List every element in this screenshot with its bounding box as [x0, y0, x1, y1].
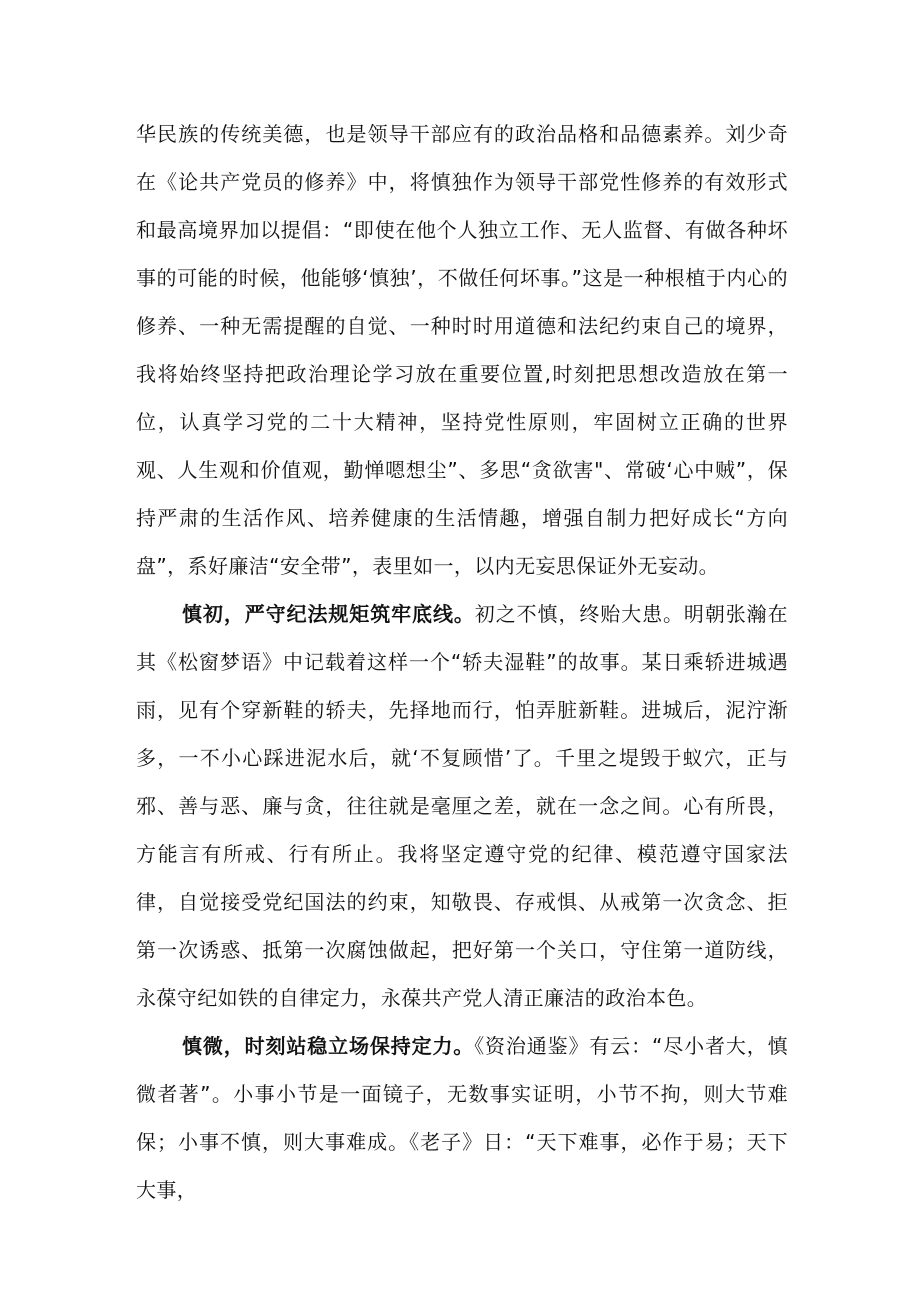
paragraph-heading: 慎初，严守纪法规矩筑牢底线。	[182, 602, 475, 626]
paragraph-text: 初之不慎，终贻大患。明朝张瀚在其《松窗梦语》中记载着这样一个“轿夫湿鞋”的故事。某日乘轿进城遇雨，见有个穿新鞋的轿夫，先择地而行，怕弄脏新鞋。进城后，泥泞渐多，一不小心踩进泥水后，就‘不复顾惜’了。千里之堤毁于蚁穴，正与邪、善与恶、廉与贪，往往就是毫厘之差，就在一念之间。心有所畏，方能言有所戒、行有所止。我将坚定遵守党的纪律、模范遵守国家法律，自觉接受党纪国法的约束，知敬畏、存戒惧、从戒第一次贪念、拒第一次诱惑、抵第一次腐蚀做起，把好第一个关口，守住第一道防线，永葆守纪如铁的自律定力，永葆共产党人清正廉洁的政治本色。	[136, 602, 788, 1010]
document-body	[136, 110, 788, 1214]
paragraph-text: 《资治通鉴》有云：“尽小者大，慎微者著”。小事小节是一面镜子，无数事实证明，小节不拘，则大节难保；小事不慎，则大事难成。《老子》日：“天下难事，必作于易；天下大事，	[136, 1034, 788, 1202]
paragraph-heading: 慎微，时刻站稳立场保持定力。	[182, 1034, 475, 1058]
paragraph-text: 华民族的传统美德，也是领导干部应有的政治品格和品德素养。刘少奇在《论共产党员的修养》中，将慎独作为领导干部党性修养的有效形式和最高境界加以提倡：“即使在他个人独立工作、无人监督、有做各种坏事的可能的时候，他能够‘慎独’，不做任何坏事。”这是一种根植于内心的修养、一种无需提醒的自觉、一种时时用道德和法纪约束自己的境界，我将始终坚持把政治理论学习放在重要位置,时刻把思想改造放在第一位，认真学习党的二十大精神，坚持党性原则，牢固树立正确的世界观、人生观和价值观，勤惮嗯想尘”、多思“贪欲害"、常破‘心中贼”，保持严肃的生活作风、培养健康的生活情趣，增强自制力把好成长“方向盘”，系好廉洁“安全带”，表里如一，以内无妄思保证外无妄动。	[136, 122, 788, 578]
paragraph-shenwei	[136, 1022, 788, 1214]
paragraph-shenchu	[136, 590, 788, 1022]
paragraph-tradition	[136, 110, 788, 590]
